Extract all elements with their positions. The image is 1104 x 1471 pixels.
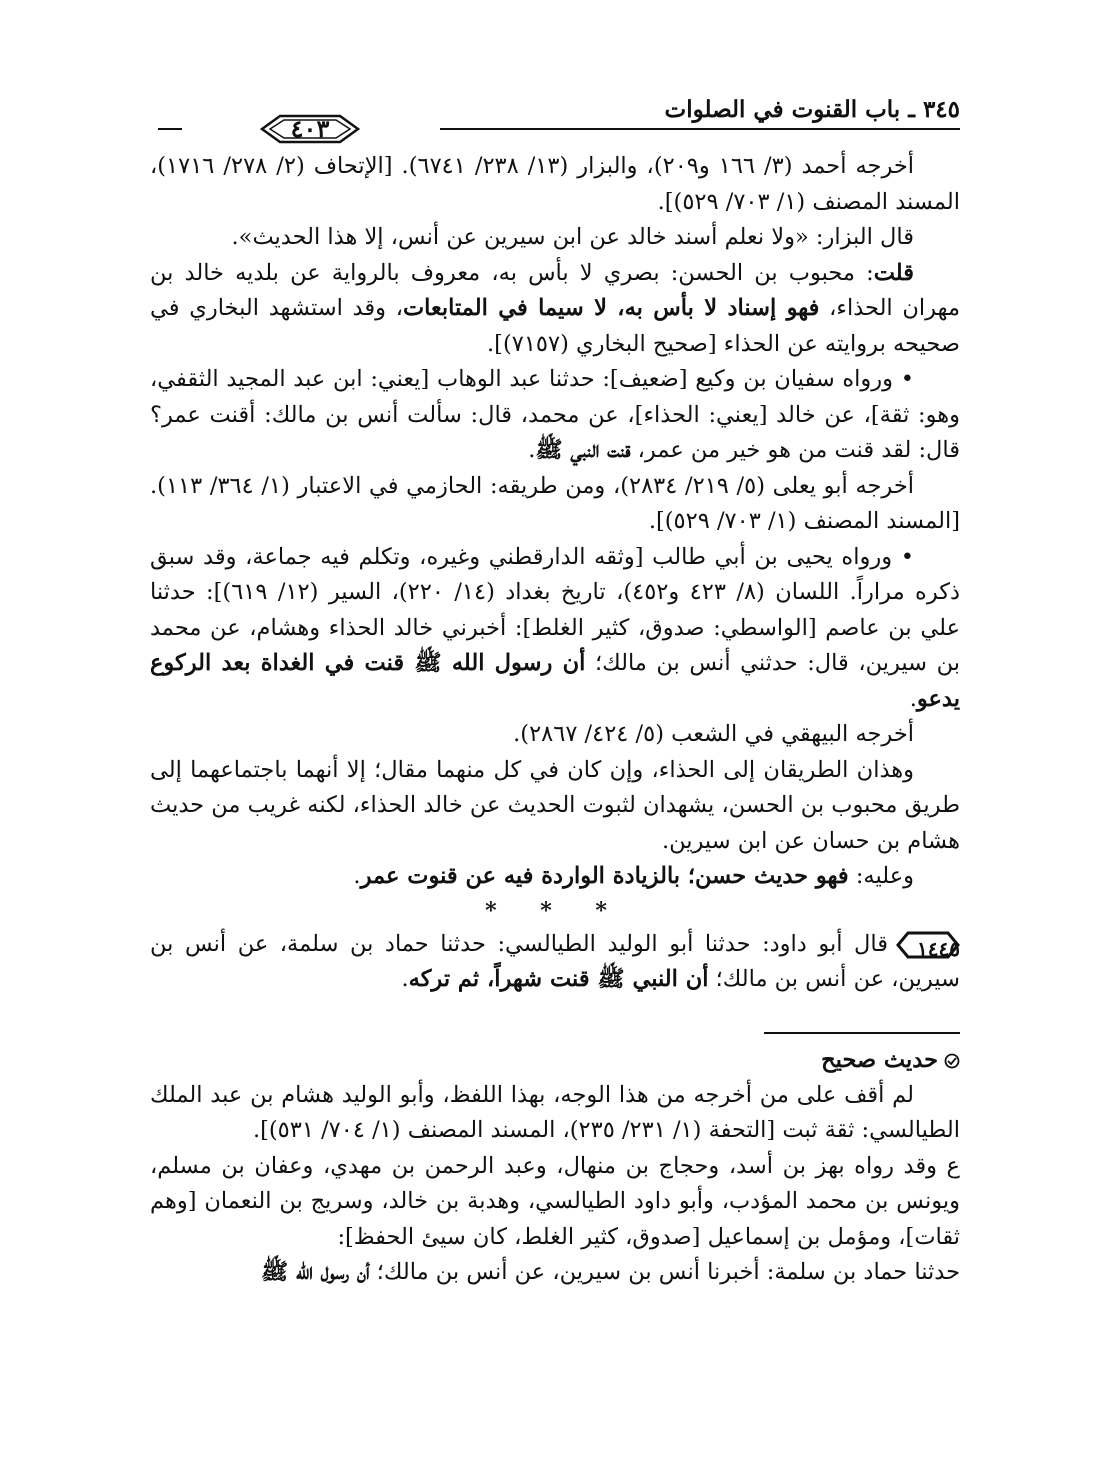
- main-text: [150, 149, 960, 1291]
- page-number-badge: [184, 112, 436, 146]
- bold-text-segment: أن النبي ﷺ قنت شهراً، ثم تركه: [408, 966, 709, 992]
- chapter-title: ٣٤٥ ـ باب القنوت في الصلوات: [664, 96, 960, 123]
- text-segment: .: [528, 437, 536, 463]
- text-segment: .: [353, 863, 361, 889]
- commentary-paragraph: [150, 1149, 960, 1256]
- bold-text-segment: أن رسول الله ﷺ قنت في الغداة بعد الركوع يدعو: [150, 650, 960, 712]
- paragraph: [150, 149, 960, 220]
- text-segment: ، وقد استشهد البخاري في صحيحه بروايته عن الحذاء [صحيح البخاري (٧١٥٧)].: [150, 295, 960, 357]
- text-segment: : محبوب بن الحسن: بصري لا بأس به، معروف بالرواية عن بلديه خالد بن مهران الحذاء،: [150, 259, 960, 321]
- text-segment: أخرجه أبو يعلى (٥/ ٢١٩/ ٢٨٣٤)، ومن طريقه: الحازمي في الاعتبار (١/ ٣٦٤/ ١١٣). [المسند المصنف (١/ ٧٠٣/ ٥٢٩)].: [150, 472, 960, 534]
- footnote-separator: [764, 1032, 960, 1034]
- paragraph-list: [150, 149, 960, 895]
- paragraph: [150, 717, 960, 753]
- header-rule-right: [440, 128, 960, 130]
- paragraph: [150, 220, 960, 256]
- paragraph: [150, 753, 960, 860]
- verdict-heading: [150, 1042, 960, 1078]
- text-segment: وعليه:: [848, 863, 914, 889]
- header-rule-left: [158, 128, 182, 130]
- text-segment: أخرجه البيهقي في الشعب (٥/ ٤٢٤/ ٢٨٦٧).: [513, 721, 914, 747]
- hadith-text: [150, 931, 960, 993]
- text-segment: أخرجه أحمد (٣/ ١٦٦ و٢٠٩)، والبزار (١٣/ ٢٣٨/ ٦٧٤١). [الإتحاف (٢/ ٢٧٨/ ١٧١٦)، المسند المصنف (١/ ٧٠٣/ ٥٢٩)].: [150, 153, 960, 215]
- page-number: ٤٠٣: [290, 114, 330, 143]
- text-segment: قال أبو داود: حدثنا أبو الوليد الطيالسي: حدثنا حماد بن سلمة، عن أنس بن سيرين، عن أنس بن مالك؛: [150, 930, 960, 992]
- verdict-label: حديث صحيح: [821, 1046, 938, 1073]
- text-segment: لم أقف على من أخرجه من هذا الوجه، بهذا اللفظ، وأبو الوليد هشام بن عبد الملك الطيالسي: ثقة ثبت [التحفة (١/ ٢٣١/ ٢٣٥)، المسند المصنف (١/ ٧٠٤/ ٥٣١)].: [150, 1081, 960, 1143]
- paragraph: [150, 859, 960, 895]
- bold-text-segment: أن رسول الله ﷺ: [261, 1259, 370, 1285]
- bold-text-segment: فهو حديث حسن؛ بالزيادة الواردة فيه عن قنوت عمر: [360, 863, 849, 889]
- paragraph: [150, 362, 960, 469]
- text-segment: ع وقد رواه بهز بن أسد، وحجاج بن منهال، وعبد الرحمن بن مهدي، وعفان بن مسلم، ويونس بن محمد المؤدب، وأبو داود الطيالسي، وهدبة بن خالد، وسريج بن النعمان [وهم ثقات]، ومؤمل بن إسماعيل [صدوق، كثير الغلط، كان سيئ الحفظ]:: [150, 1152, 960, 1250]
- section-separator: * * *: [485, 897, 625, 924]
- bold-text-segment: قنت النبي ﷺ: [535, 437, 631, 463]
- text-segment: • ورواه يحيى بن أبي طالب [وثقه الدارقطني وغيره، وتكلم فيه جماعة، وقد سبق ذكره مراراً. اللسان (٨/ ٤٢٣ و٤٥٢)، تاريخ بغداد (١٤/ ٢٢٠)، السير (١٢/ ٦١٩)]: حدثنا علي بن عاصم [الواسطي: صدوق، كثير الغلط]: أخبرني خالد الحذاء وهشام، عن محمد بن سيرين، قال: حدثني أنس بن مالك؛: [150, 543, 960, 676]
- text-segment: قال البزار: «ولا نعلم أسند خالد عن ابن سيرين عن أنس، إلا هذا الحديث».: [231, 224, 914, 250]
- bold-text-segment: فهو إسناد لا بأس به، لا سيما في المتابعات: [402, 295, 820, 321]
- hadith-paragraph: [150, 927, 960, 998]
- medallion-icon: [944, 1053, 960, 1069]
- paragraph: [150, 540, 960, 718]
- commentary-paragraph: [150, 1078, 960, 1149]
- commentary-paragraph: [150, 1255, 960, 1291]
- bold-text-segment: قلت: [873, 259, 914, 286]
- commentary-list: [150, 1078, 960, 1291]
- text-segment: .: [401, 966, 409, 992]
- hadith-number: ١٤٤٥: [917, 936, 960, 961]
- hadith-number-badge: [896, 930, 960, 960]
- text-segment: وهذان الطريقان إلى الحذاء، وإن كان في كل منهما مقال؛ إلا أنهما باجتماعهما إلى طريق محبوب بن الحسن، يشهدان لثبوت الحديث عن خالد الحذاء، لكنه غريب من حديث هشام بن حسان عن ابن سيرين.: [150, 756, 960, 854]
- text-segment: .: [909, 685, 917, 712]
- text-segment: حدثنا حماد بن سلمة: أخبرنا أنس بن سيرين، عن أنس بن مالك؛: [369, 1259, 960, 1285]
- paragraph: [150, 256, 960, 363]
- paragraph: [150, 469, 960, 540]
- text-segment: • ورواه سفيان بن وكيع [ضعيف]: حدثنا عبد الوهاب [يعني: ابن عبد المجيد الثقفي، وهو: ثقة]، عن خالد [يعني: الحذاء]، عن محمد، قال: سألت أنس بن مالك: أقنت عمر؟ قال: لقد قنت من هو خير من عمر،: [150, 366, 960, 463]
